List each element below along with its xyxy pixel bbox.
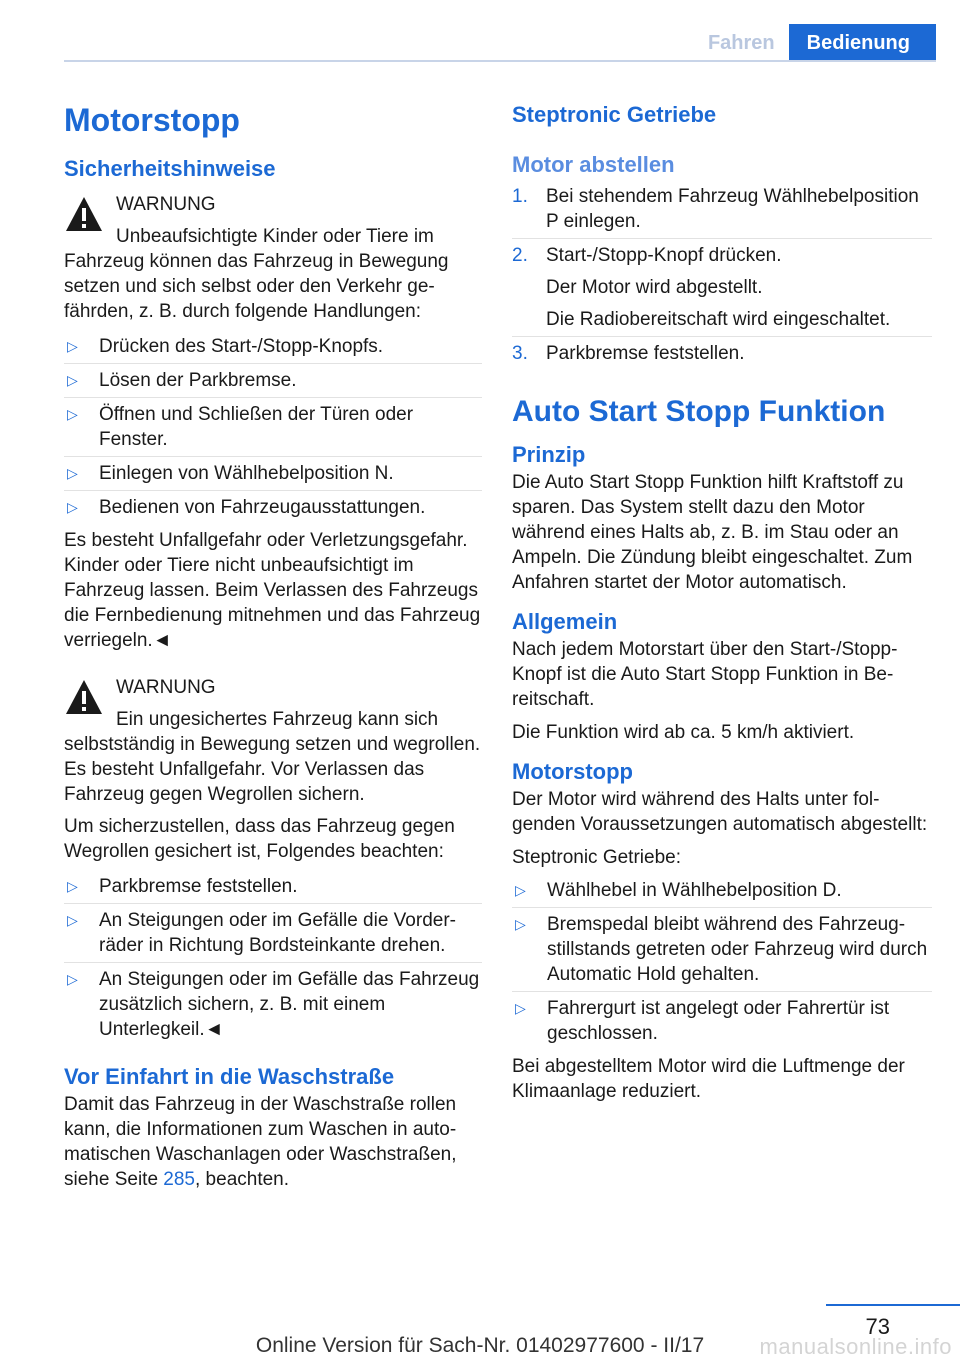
page-title: Motorstopp: [64, 102, 240, 138]
safety-heading: Sicherheitshinweise: [64, 156, 276, 181]
tab-fahren[interactable]: Fahren: [690, 24, 789, 62]
principle-heading: Prinzip: [512, 442, 586, 467]
triangle-right-outline-icon: ▷: [67, 499, 78, 515]
paragraph-secure: Um sicherzustellen, dass das Fahrzeug gegen Wegrollen gesichert ist, Folgendes beachten:: [64, 816, 455, 862]
page-number: 73: [865, 1314, 890, 1339]
warning-label-1: WARNUNG: [116, 194, 216, 215]
list-item: ▷ Fahrergurt ist angelegt oder Fahrertür ist geschlossen.: [512, 991, 932, 1050]
warning-text-2: Ein ungesichertes Fahrzeug kann sich selbstständig in Bewegung setzen und wegrollen. Es besteht Unfallgefahr. Vor Verlassen das Fahrzeug gegen Wegrollen sichern.: [64, 709, 481, 805]
list-item: ▷ An Steigungen oder im Gefälle die Vorderräder in Richtung Bordsteinkante drehen.: [64, 903, 482, 962]
warning-block-1: [64, 192, 482, 324]
list-item: ▷ Öffnen und Schließen der Türen oder Fenster.: [64, 397, 482, 456]
triangle-right-outline-icon: ▷: [515, 916, 526, 932]
warning-triangle-icon: [64, 194, 104, 234]
hazard-action-list: [64, 330, 482, 524]
conditions-list: [512, 874, 932, 1050]
list-item: ▷ An Steigungen oder im Gefälle das Fahrzeug zusätzlich sichern, z. B. mit einem Unterlegkeil.◄: [64, 962, 482, 1046]
closing-text: Bei abgestelltem Motor wird die Luftmenge der Klimaanlage reduziert.: [512, 1056, 905, 1102]
triangle-right-outline-icon: ▷: [67, 912, 78, 928]
paragraph-danger: Es besteht Unfallgefahr oder Verletzungsgefahr. Kinder oder Tiere nicht unbeaufsichtigt im Fahrzeug lassen. Beim Verlassen des Fahrzeugs die Fernbedienung mitnehmen und das Fahrzeug verriegeln.◄: [64, 530, 481, 651]
triangle-right-outline-icon: ▷: [67, 372, 78, 388]
wash-paragraph: Damit das Fahrzeug in der Waschstraße rollen kann, die Informationen zum Waschen in automatischen Waschanlagen oder Waschstraßen, siehe Seite 285, beachten.: [64, 1094, 457, 1190]
list-item: ▷ Einlegen von Wählhebelposition N.: [64, 456, 482, 490]
list-item: 2. Start-/Stopp-Knopf drücken. Der Motor wird abgestellt. Die Radiobereitschaft wird eingeschaltet.: [512, 238, 932, 336]
triangle-right-outline-icon: ▷: [515, 882, 526, 898]
watermark: manualsonline.info: [759, 1334, 952, 1359]
general-heading: Allgemein: [512, 609, 618, 634]
header-tabs: [690, 24, 936, 62]
principle-text: Die Auto Start Stopp Funktion hilft Kraftstoff zu sparen. Das System stellt dazu den Motor während eines Halts ab, z. B. im Stau oder an Ampeln. Die Zündung bleibt eingeschaltet. Zum Anfahren startet der Motor automatisch.: [512, 472, 913, 593]
motorstopp-heading: Motorstopp: [512, 759, 633, 784]
page-link-285[interactable]: 285: [163, 1169, 195, 1190]
page-number-rule: [826, 1304, 960, 1306]
list-item: ▷ Drücken des Start-/Stopp-Knopfs.: [67, 336, 384, 357]
list-item: 3. Parkbremse feststellen.: [512, 336, 932, 370]
general-text-2: Die Funktion wird ab ca. 5 km/h aktiviert.: [512, 722, 855, 743]
triangle-right-outline-icon: ▷: [67, 338, 78, 354]
triangle-right-outline-icon: ▷: [67, 878, 78, 894]
triangle-right-outline-icon: ▷: [67, 406, 78, 422]
auto-start-stop-title: Auto Start Stopp Funktion: [512, 395, 886, 428]
warning-text-1: Unbeaufsichtigte Kinder oder Tiere im Fahrzeug können das Fahrzeug in Bewegung setzen und sich selbst oder den Verkehr gefährden, z. B. durch folgende Handlungen:: [64, 226, 449, 322]
steptronic-label: Steptronic Getriebe:: [512, 847, 681, 868]
stop-engine-steps: [512, 180, 932, 370]
triangle-right-outline-icon: ▷: [67, 971, 78, 987]
secure-action-list: [64, 870, 482, 1046]
triangle-right-outline-icon: ▷: [67, 465, 78, 481]
steptronic-heading: Steptronic Getriebe: [512, 102, 717, 127]
list-item: ▷ Lösen der Parkbremse.: [64, 363, 482, 397]
list-item: 1. Bei stehendem Fahrzeug Wählhebelposition P einlegen.: [512, 186, 919, 232]
wash-heading: Vor Einfahrt in die Waschstraße: [64, 1064, 395, 1089]
right-column: [512, 100, 932, 1104]
motorstopp-text: Der Motor wird während des Halts unter folgenden Voraussetzungen automatisch abgestellt:: [512, 789, 928, 835]
left-column: [64, 100, 482, 1192]
list-item: ▷ Bremspedal bleibt während des Fahrzeugstillstands getreten oder Fahrzeug wird durch Automatic Hold gehalten.: [512, 907, 932, 991]
header-rule: [64, 60, 936, 62]
warning-block-2: [64, 675, 482, 807]
warning-triangle-icon: [64, 677, 104, 717]
online-version-footer: Online Version für Sach-Nr. 01402977600 - II/17: [255, 1334, 705, 1357]
list-item: ▷ Wählhebel in Wählhebelposition D.: [515, 880, 842, 901]
list-item: ▷ Bedienen von Fahrzeugausstattungen.: [64, 490, 482, 524]
tab-bedienung[interactable]: Bedienung: [789, 24, 936, 62]
general-text-1: Nach jedem Motorstart über den Start-/Stopp-Knopf ist die Auto Start Stopp Funktion in Bereitschaft.: [512, 639, 898, 710]
warning-label-2: WARNUNG: [116, 677, 216, 698]
list-item: ▷ Parkbremse feststellen.: [67, 876, 298, 897]
stop-engine-heading: Motor abstellen: [512, 152, 675, 177]
triangle-right-outline-icon: ▷: [515, 1000, 526, 1016]
